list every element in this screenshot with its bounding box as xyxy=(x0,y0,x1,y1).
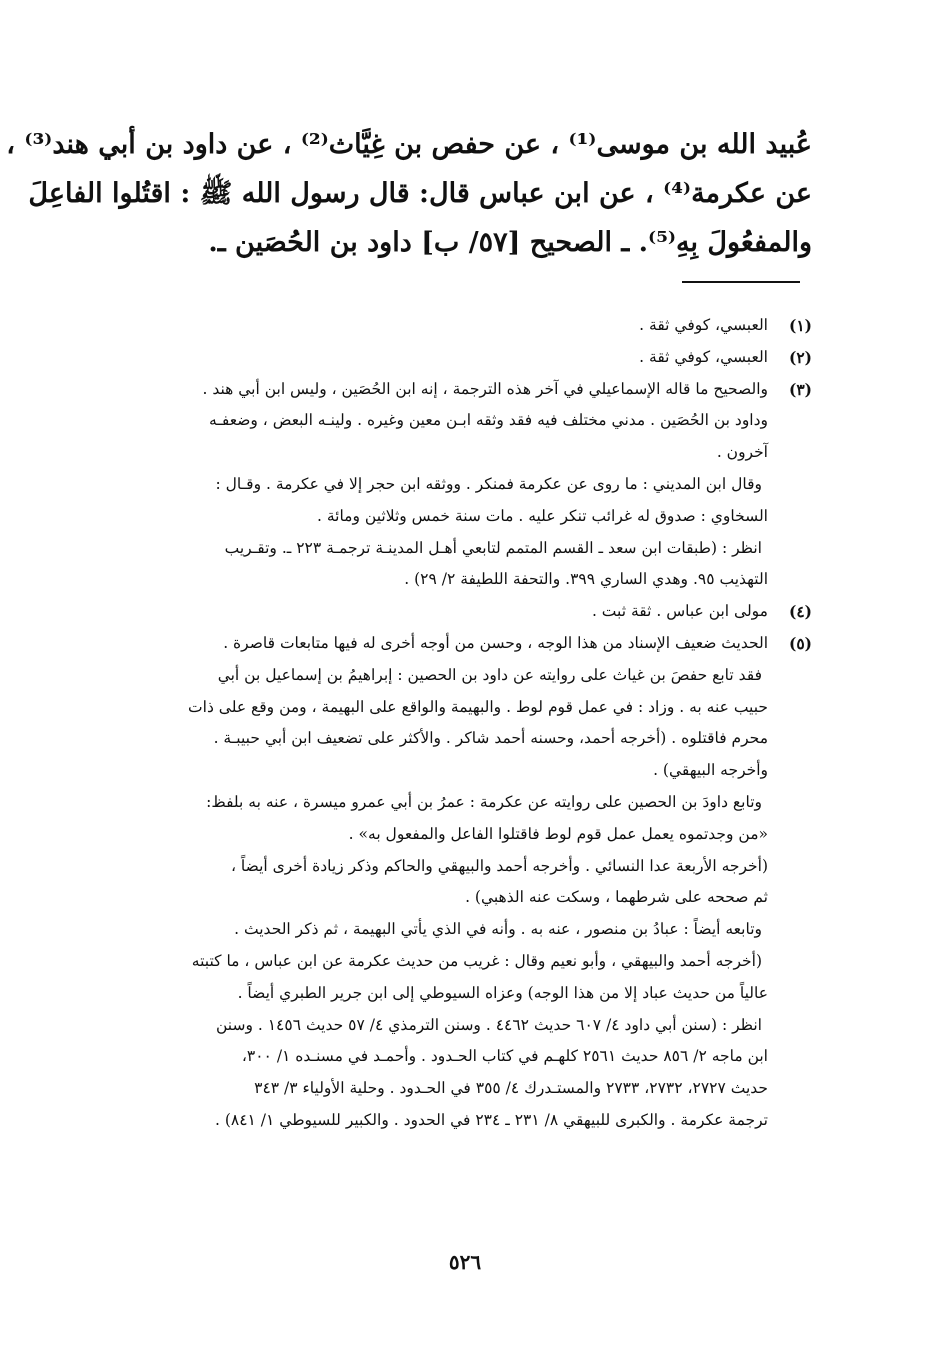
footnote-line: عالياً من حديث عباد إلا من هذا الوجه) وعزاه السيوطي إلى ابن جرير الطبري أيضاً . xyxy=(237,983,768,1002)
footnote-line: الحديث ضعيف الإسناد من هذا الوجه ، وحسن من أوجه أخرى له فيها متابعات قاصرة . xyxy=(223,633,768,652)
footnote-number: (٥) xyxy=(788,633,812,653)
footnote-line: انظر : (سنن أبي داود ٤/ ٦٠٧ حديث ٤٤٦٢ . وسنن الترمذي ٤/ ٥٧ حديث ١٤٥٦ . وسنن xyxy=(215,1015,762,1034)
footnote-line: وأخرجه البيهقي) . xyxy=(653,761,768,780)
main-text-line: والمفعُولَ بِهِ⁽⁵⁾. ـ الصحيح [٥٧/ ب] داود بن الحُصَين ـ. xyxy=(208,227,812,258)
footnote-number: (١) xyxy=(788,316,812,335)
main-text-line: عُبيد الله بن موسى⁽¹⁾ ، عن حفص بن غِيَّاث⁽²⁾ ، عن داود بن أبي هند⁽³⁾ ، xyxy=(6,129,812,160)
footnote-number: (٤) xyxy=(788,602,812,622)
footnote-line: (أخرجه أحمد والبيهقي ، وأبو نعيم وقال : غريب من حديث عكرمة عن ابن عباس ، ما كتبته xyxy=(191,951,762,970)
footnote-line: «من وجدتموه يعمل عمل قوم لوط فاقتلوا الفاعل والمفعول به» . xyxy=(348,824,768,843)
footnote-separator xyxy=(682,281,800,283)
footnote xyxy=(112,596,812,628)
footnote-line: وتابع داودَ بن الحصين على روايته عن عكرمة : عمرُ بن أبي عمرو ميسرة ، عنه به بلفظ: xyxy=(206,792,762,811)
footnote-line: حديث ٢٧٢٧، ٢٧٣٢، ٢٧٣٣ والمستـدرك ٤/ ٣٥٥ في الحـدود . وحلية الأولياء ٣/ ٣٤٣ xyxy=(254,1079,768,1098)
footnote-line: العبسي، كوفي ثقة . xyxy=(639,316,768,334)
footnote-line: محرم فاقتلوه . (أخرجه أحمد، وحسنه أحمد شاكر . والأكثر على تضعيف ابن أبي حبيبـة . xyxy=(213,729,768,748)
footnote-line: آخرون . xyxy=(716,443,768,462)
footnote-line: ثم صححه على شرطهما ، وسكت عنه الذهبي) . xyxy=(465,888,768,907)
footnote-line: والصحيح ما قاله الإسماعيلي في آخر هذه الترجمة ، إنه ابن الحُصَين ، وليس ابن أبي هند . xyxy=(202,379,768,398)
main-text-line: عن عكرمة⁽⁴⁾ ، عن ابن عباس قال: قال رسول الله ﷺ : اقتُلوا الفاعِلَ xyxy=(28,178,812,209)
footnote-line: فقد تابع حفصَ بن غياث على روايته عن داود بن الحصين : إبراهيمُ بن إسماعيل بن أبي xyxy=(217,665,762,684)
footnotes-section xyxy=(112,310,812,1137)
footnote xyxy=(112,374,812,597)
footnote-line: ابن ماجه ٢/ ٨٥٦ حديث ٢٥٦١ كلهـم في كتاب الحـدود . وأحمـد في مسنـده ١/ ٣٠٠، xyxy=(241,1047,768,1066)
footnote-line: مولى ابن عباس . ثقة ثبت . xyxy=(591,602,768,621)
footnote xyxy=(112,310,812,342)
footnote-number: (٣) xyxy=(788,379,812,399)
footnote-line: وداود بن الحُصَين . مدني مختلف فيه فقد وثقه ابـن معين وغيره . ولينـه البعض ، وضعفـه xyxy=(209,411,768,430)
footnote xyxy=(112,628,812,1137)
footnote-line: ترجمة عكرمة . والكبرى للبيهقي ٨/ ٢٣١ ـ ٢٣٤ في الحدود . والكبير للسيوطي ١/ ٨٤١) . xyxy=(214,1110,768,1129)
footnote-line: السخاوي : صدوق له غرائب تنكر عليه . مات سنة خمس وثلاثين ومائة . xyxy=(316,506,768,525)
footnote-line: انظر : (طبقات ابن سعد ـ القسم المتمم لتابعي أهـل المدينـة ترجمـة ٢٢٣ ـ. وتقـريب xyxy=(224,538,762,557)
footnote-number: (٢) xyxy=(788,347,812,367)
page-number: ٥٢٦ xyxy=(448,1250,482,1274)
main-text-block xyxy=(6,120,812,267)
footnote-line: (أخرجه الأربعة عدا النسائي . وأخرجه أحمد والبيهقي والحاكم وذكر زيادة أخرى أيضاً ، xyxy=(230,856,768,875)
footnote-line: التهذيب ٩٥. وهدي الساري ٣٩٩. والتحفة اللطيفة ٢/ ٢٩) . xyxy=(404,570,768,589)
footnote xyxy=(112,342,812,374)
footnote-line: حبيب عنه به . وزاد : في عمل قوم لوط . والبهيمة والواقع على البهيمة ، ومن وقع على ذات xyxy=(188,697,768,716)
footnote-line: وقال ابن المديني : ما روى عن عكرمة فمنكر . ووثقه ابن حجر إلا في عكرمة . وقـال : xyxy=(215,474,762,493)
footnote-line: العبسي، كوفي ثقة . xyxy=(639,347,768,366)
footnote-line: وتابعه أيضاً : عبادُ بن منصور ، عنه به . وأنه في الذي يأتي البهيمة ، ثم ذكر الحديث . xyxy=(234,920,762,939)
